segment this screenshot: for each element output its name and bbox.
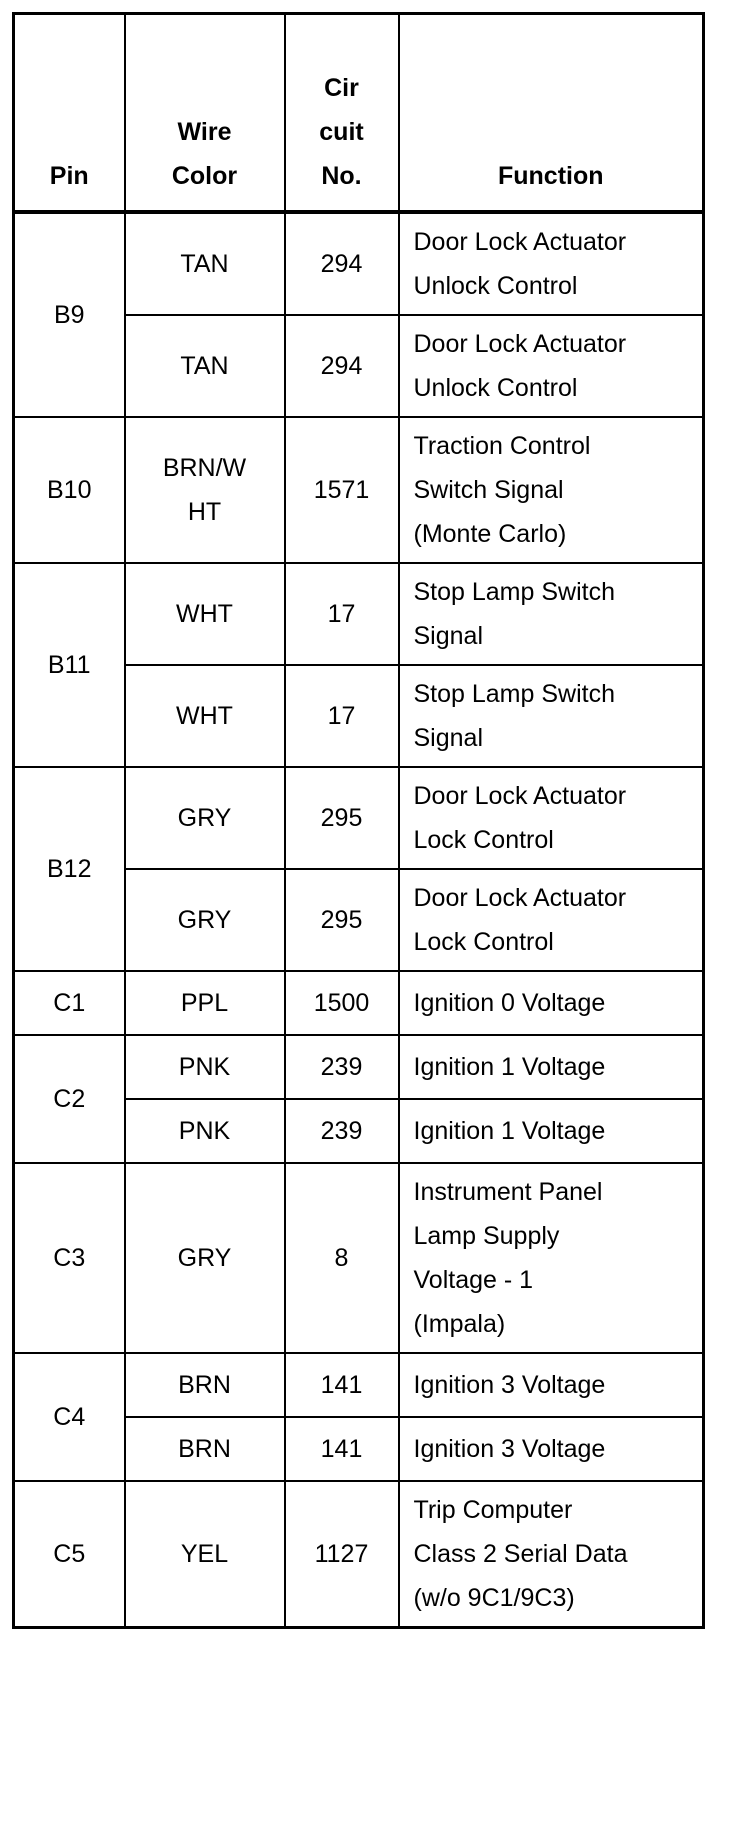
header-circuit-line: cuit — [319, 118, 364, 146]
wire-color-cell: PNK — [125, 1035, 285, 1099]
table-row — [14, 563, 704, 665]
circuit-cell: 239 — [285, 1099, 399, 1163]
header-circuit-no — [285, 14, 399, 213]
function-cell — [399, 212, 704, 315]
function-line: Ignition 3 Voltage — [413, 1371, 606, 1399]
function-line: Unlock Control — [413, 272, 578, 300]
function-line: Lamp Supply — [413, 1222, 560, 1250]
pin-cell: B9 — [14, 212, 125, 417]
function-line: Instrument Panel — [413, 1178, 603, 1206]
wire-color-cell: GRY — [125, 1163, 285, 1353]
wire-color-cell: PNK — [125, 1099, 285, 1163]
function-line: Ignition 1 Voltage — [413, 1053, 606, 1081]
circuit-cell: 295 — [285, 869, 399, 971]
header-wire-color-line: Wire — [177, 118, 232, 146]
header-circuit-line: No. — [321, 162, 362, 190]
circuit-cell: 295 — [285, 767, 399, 869]
function-cell — [399, 1481, 704, 1628]
table-row — [14, 1481, 704, 1628]
wire-color-cell: YEL — [125, 1481, 285, 1628]
header-wire-color-line: Color — [171, 162, 238, 190]
pin-cell: C5 — [14, 1481, 125, 1628]
wire-color-cell: GRY — [125, 869, 285, 971]
header-function: Function — [399, 14, 704, 213]
circuit-cell: 17 — [285, 563, 399, 665]
function-line: Unlock Control — [413, 374, 578, 402]
wire-color-line: BRN/W — [162, 454, 247, 482]
circuit-cell: 239 — [285, 1035, 399, 1099]
table-body — [14, 212, 704, 1628]
table-row — [14, 212, 704, 315]
table-row — [14, 971, 704, 1035]
pin-cell: C3 — [14, 1163, 125, 1353]
pin-cell: C2 — [14, 1035, 125, 1163]
wire-color-cell: BRN — [125, 1353, 285, 1417]
function-line: Trip Computer — [413, 1496, 573, 1524]
wire-color-cell — [125, 417, 285, 563]
wire-color-line: HT — [187, 498, 222, 526]
table-row — [14, 417, 704, 563]
table-row — [14, 1353, 704, 1417]
function-cell — [399, 1099, 704, 1163]
function-line: Lock Control — [413, 928, 554, 956]
table-row — [14, 1163, 704, 1353]
wire-color-cell: GRY — [125, 767, 285, 869]
function-line: Stop Lamp Switch — [413, 578, 615, 606]
function-line: Signal — [413, 724, 483, 752]
function-line: Lock Control — [413, 826, 554, 854]
function-line: (Impala) — [413, 1310, 506, 1338]
function-cell — [399, 767, 704, 869]
function-cell — [399, 1417, 704, 1481]
function-cell — [399, 665, 704, 767]
header-pin: Pin — [14, 14, 125, 213]
circuit-cell: 141 — [285, 1353, 399, 1417]
function-cell — [399, 563, 704, 665]
header-row — [14, 14, 704, 213]
function-line: Door Lock Actuator — [413, 330, 627, 358]
function-line: Door Lock Actuator — [413, 782, 627, 810]
circuit-cell: 17 — [285, 665, 399, 767]
function-line: Stop Lamp Switch — [413, 680, 615, 708]
function-line: Switch Signal — [413, 476, 564, 504]
function-line: Door Lock Actuator — [413, 884, 627, 912]
wire-color-cell: BRN — [125, 1417, 285, 1481]
function-line: Ignition 0 Voltage — [413, 989, 606, 1017]
pin-cell: B10 — [14, 417, 125, 563]
function-line: Door Lock Actuator — [413, 228, 627, 256]
function-cell — [399, 417, 704, 563]
circuit-cell: 294 — [285, 212, 399, 315]
circuit-cell: 141 — [285, 1417, 399, 1481]
function-line: Voltage - 1 — [413, 1266, 534, 1294]
circuit-cell: 294 — [285, 315, 399, 417]
circuit-cell: 1500 — [285, 971, 399, 1035]
wire-color-cell: TAN — [125, 315, 285, 417]
circuit-cell: 1127 — [285, 1481, 399, 1628]
wire-color-cell: TAN — [125, 212, 285, 315]
pin-cell: B12 — [14, 767, 125, 971]
connector-pinout-table — [12, 12, 705, 1629]
function-cell — [399, 1353, 704, 1417]
table-row — [14, 767, 704, 869]
function-cell — [399, 1163, 704, 1353]
function-line: (w/o 9C1/9C3) — [413, 1584, 575, 1612]
function-line: Ignition 1 Voltage — [413, 1117, 606, 1145]
function-line: Traction Control — [413, 432, 591, 460]
function-line: (Monte Carlo) — [413, 520, 567, 548]
function-cell — [399, 971, 704, 1035]
wire-color-cell: WHT — [125, 665, 285, 767]
function-line: Ignition 3 Voltage — [413, 1435, 606, 1463]
function-cell — [399, 869, 704, 971]
function-cell — [399, 315, 704, 417]
table-header — [14, 14, 704, 213]
function-line: Signal — [413, 622, 483, 650]
function-cell — [399, 1035, 704, 1099]
pin-cell: C1 — [14, 971, 125, 1035]
function-line: Class 2 Serial Data — [413, 1540, 628, 1568]
wire-color-cell: PPL — [125, 971, 285, 1035]
wire-color-cell: WHT — [125, 563, 285, 665]
pin-cell: C4 — [14, 1353, 125, 1481]
header-wire-color — [125, 14, 285, 213]
header-circuit-line: Cir — [324, 74, 359, 102]
circuit-cell: 8 — [285, 1163, 399, 1353]
table-row — [14, 1035, 704, 1099]
pin-cell: B11 — [14, 563, 125, 767]
circuit-cell: 1571 — [285, 417, 399, 563]
